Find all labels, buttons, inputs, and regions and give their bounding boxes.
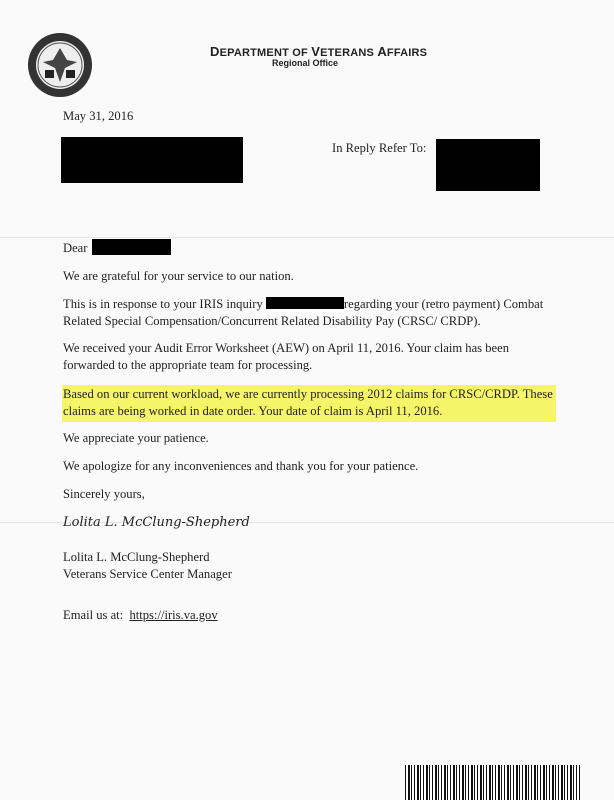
signer-block: Lolita L. McClung-Shepherd Veterans Service Center Manager (63, 550, 232, 581)
paragraph-inquiry: This is in response to your IRIS inquiry regarding your (retro payment) Combat Related Special Compensation/Concurrent Related Disability Pay (CRSC/ CRDP). (63, 297, 544, 328)
salutation: Dear (63, 241, 88, 255)
paragraph-received: We received your Audit Error Worksheet (AEW) on April 11, 2016. Your claim has been forwarded to the appropriate team for processing. (63, 341, 509, 372)
barcode (405, 765, 580, 800)
signature: Lolita L. McClung-Shepherd (63, 515, 250, 530)
paragraph-patience: We appreciate your patience. (63, 431, 209, 445)
paragraph-workload-highlighted: Based on our current workload, we are currently processing 2012 claims for CRSC/CRDP. These claims are being worked in date order. Your date of claim is April 11, 2016. (62, 385, 556, 422)
paragraph-gratitude: We are grateful for your service to our nation. (63, 269, 294, 283)
page-fold (0, 237, 614, 238)
letter-date: May 31, 2016 (63, 109, 134, 123)
regional-office: Regional Office (272, 58, 339, 68)
email-line: Email us at: https://iris.va.gov (63, 608, 218, 622)
redacted-reference (436, 139, 540, 191)
paragraph-apology: We apologize for any inconveniences and thank you for your patience. (63, 459, 419, 473)
iris-link[interactable]: https://iris.va.gov (129, 608, 218, 622)
redacted-address (61, 137, 243, 183)
va-seal-icon (27, 32, 93, 98)
redacted-name (92, 239, 171, 255)
closing: Sincerely yours, (63, 487, 145, 501)
department-title: DEPARTMENT OF VETERANS AFFAIRS (210, 44, 428, 59)
reply-refer-label: In Reply Refer To: (332, 141, 427, 155)
redacted-inquiry-id (266, 297, 344, 309)
